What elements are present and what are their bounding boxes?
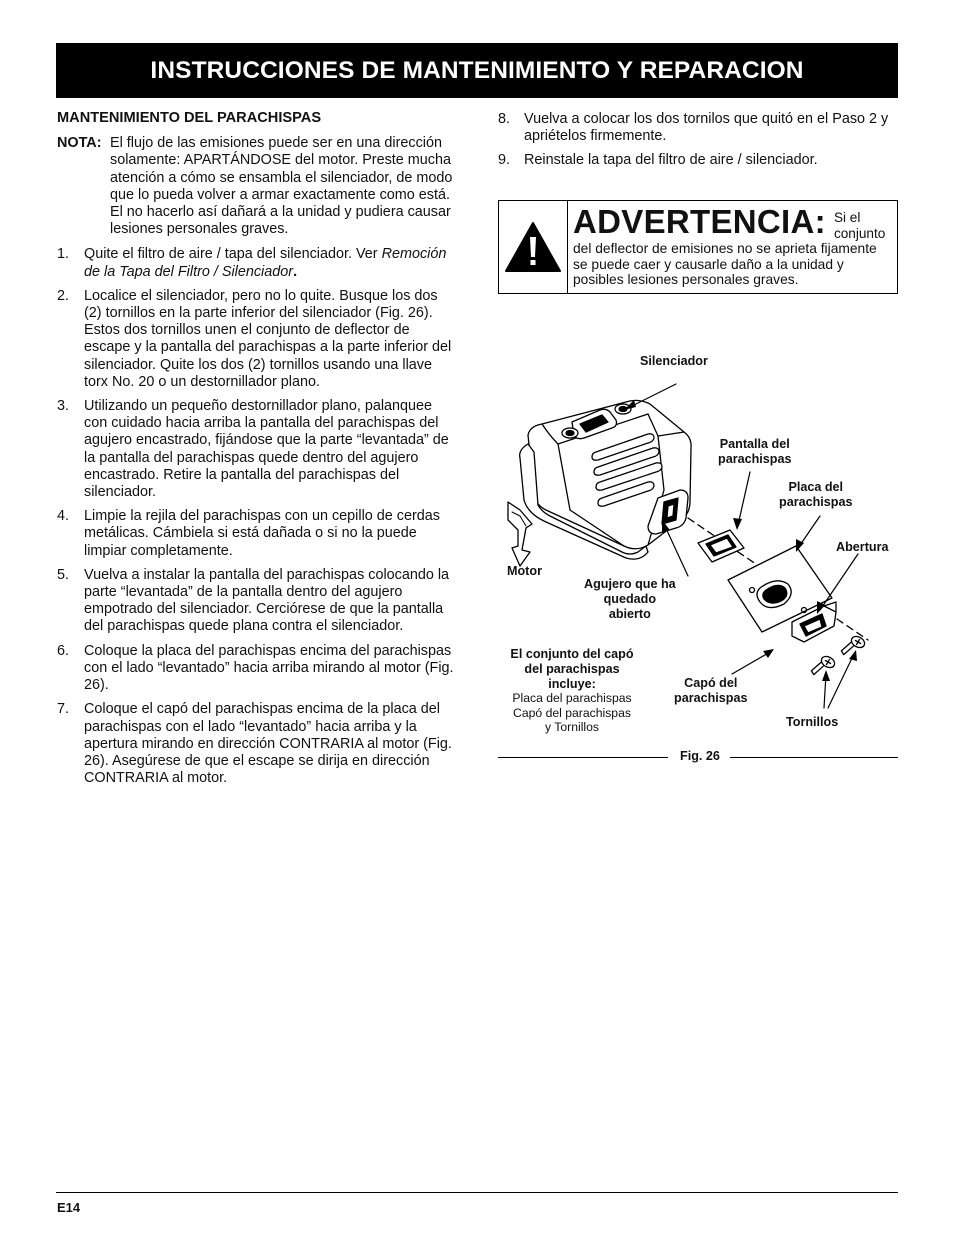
- step-item: [57, 398, 457, 501]
- step-text: Coloque el capó del parachispas encima de la placa del parachispas con el lado “levantado” hacia arriba y la apertura mirando en dirección CONTRARIA al motor (Fig. 26). Asegúrese de que el escape se dirija en dirección CONTRARIA al motor.: [84, 701, 452, 787]
- step-item: [57, 701, 457, 787]
- step-number: 8.: [498, 111, 511, 127]
- step-end: .: [293, 263, 298, 280]
- step-item: [57, 508, 457, 560]
- label-tornillos: Tornillos: [786, 715, 839, 729]
- left-column: [57, 110, 457, 794]
- label-silenciador: Silenciador: [640, 354, 708, 368]
- warning-body: [568, 201, 897, 293]
- steps-list-left: [57, 246, 457, 787]
- step-text-main: Quite el filtro de aire / tapa del silenciador. Ver: [84, 246, 382, 263]
- label-motor: Motor: [507, 564, 542, 578]
- step-text: Vuelva a colocar los dos tornilos que quitó en el Paso 2 y apriételos firmemente.: [524, 111, 889, 145]
- step-number: 4.: [57, 508, 70, 525]
- right-column: [498, 111, 900, 177]
- caption-rule-right: [726, 757, 898, 758]
- step-number: 3.: [57, 398, 70, 415]
- step-item: [57, 288, 457, 391]
- steps-list-right: [498, 111, 900, 170]
- label-conjunto-title: El conjunto del capó del parachispas incluye:: [510, 647, 634, 691]
- step-number: 6.: [57, 642, 70, 659]
- label-pantalla: Pantalla del parachispas: [718, 437, 792, 466]
- step-item: [57, 643, 457, 695]
- step-text: Coloque la placa del parachispas encima del parachispas con el lado “levantado” hacia arriba mirando al motor (Fig. 26).: [84, 642, 454, 694]
- step-number: 5.: [57, 566, 70, 583]
- note-label: NOTA:: [57, 135, 102, 152]
- footer-rule: [56, 1192, 898, 1193]
- step-text: [84, 246, 457, 280]
- step-text: Reinstale la tapa del filtro de aire / silenciador.: [524, 152, 818, 169]
- label-abertura: Abertura: [836, 540, 889, 554]
- label-agujero: Agujero que ha quedado abierto: [584, 577, 676, 621]
- step-item: [498, 152, 900, 169]
- step-reference: Remoción de la Tapa del Filtro / Silenciador: [84, 246, 447, 280]
- section-title: MANTENIMIENTO DEL PARACHISPAS: [57, 110, 322, 126]
- banner-title: INSTRUCCIONES DE MANTENIMIENTO Y REPARACION: [150, 56, 804, 84]
- step-text: Vuelva a instalar la pantalla del parachispas colocando la parte “levantada” de la pantalla dentro del agujero empotrado del silenciador. Cerciórese de que la pantalla del parachispas quede plana contra el silenciador.: [84, 566, 450, 635]
- figure-caption: Fig. 26: [670, 749, 730, 763]
- step-text: Utilizando un pequeño destornillador plano, palanquee con cuidado hacia arriba la pantalla del parachispas del agujero encastrado, fijándose que la parte “levantada” de la pantalla del parachispas quede dentro del agujero encastrado. Retire la pantalla del parachispas del silenciador.: [84, 398, 449, 501]
- step-item: [498, 111, 900, 145]
- step-number: 7.: [57, 701, 70, 718]
- section-banner: [56, 43, 898, 98]
- note: [57, 135, 457, 238]
- page-number: E14: [57, 1200, 81, 1215]
- step-item: [57, 567, 457, 636]
- label-placa: Placa del parachispas: [779, 480, 853, 509]
- caption-rule-left: [498, 757, 668, 758]
- warning-text: del deflector de emisiones no se aprieta fijamente se puede caer y causarle daño a la unidad y posibles lesiones personales graves.: [573, 241, 877, 288]
- note-text: El flujo de las emisiones puede ser en una dirección solamente: APARTÁNDOSE del motor. Preste mucha atención a cómo se ensambla el silenciador, de modo que lo pueda volver a armar exactamente como está. El no hacerlo así dañará a la unidad y pudiera causar lesiones personales graves.: [110, 135, 453, 238]
- step-item: [57, 246, 457, 280]
- step-number: 9.: [498, 152, 511, 169]
- label-capo: Capó del parachispas: [674, 676, 748, 705]
- step-number: 2.: [57, 287, 70, 304]
- warning-box: [498, 200, 898, 294]
- warning-triangle-icon: [499, 201, 568, 293]
- step-text: Limpie la rejila del parachispas con un cepillo de cerdas metálicas. Cámbiela si está dañada o si no la puede limpiar completamente.: [84, 508, 440, 559]
- step-text: Localice el silenciador, pero no lo quite. Busque los dos (2) tornillos en la parte inferior del silenciador (Fig. 26). Estos dos tornillos unen el conjunto de deflector de escape y la pantalla del parachispas a la parte inferior del silenciador. Quite los dos (2) tornillos usando una llave torx No. 20 o un destornillador plano.: [84, 287, 452, 390]
- warning-title: ADVERTENCIA:: [573, 203, 826, 240]
- step-number: 1.: [57, 246, 70, 263]
- figure-26: [498, 340, 898, 780]
- warning-intro: Si el conjunto: [833, 210, 886, 241]
- label-conjunto-items: Placa del parachispas Capó del parachispas y Tornillos: [512, 691, 632, 734]
